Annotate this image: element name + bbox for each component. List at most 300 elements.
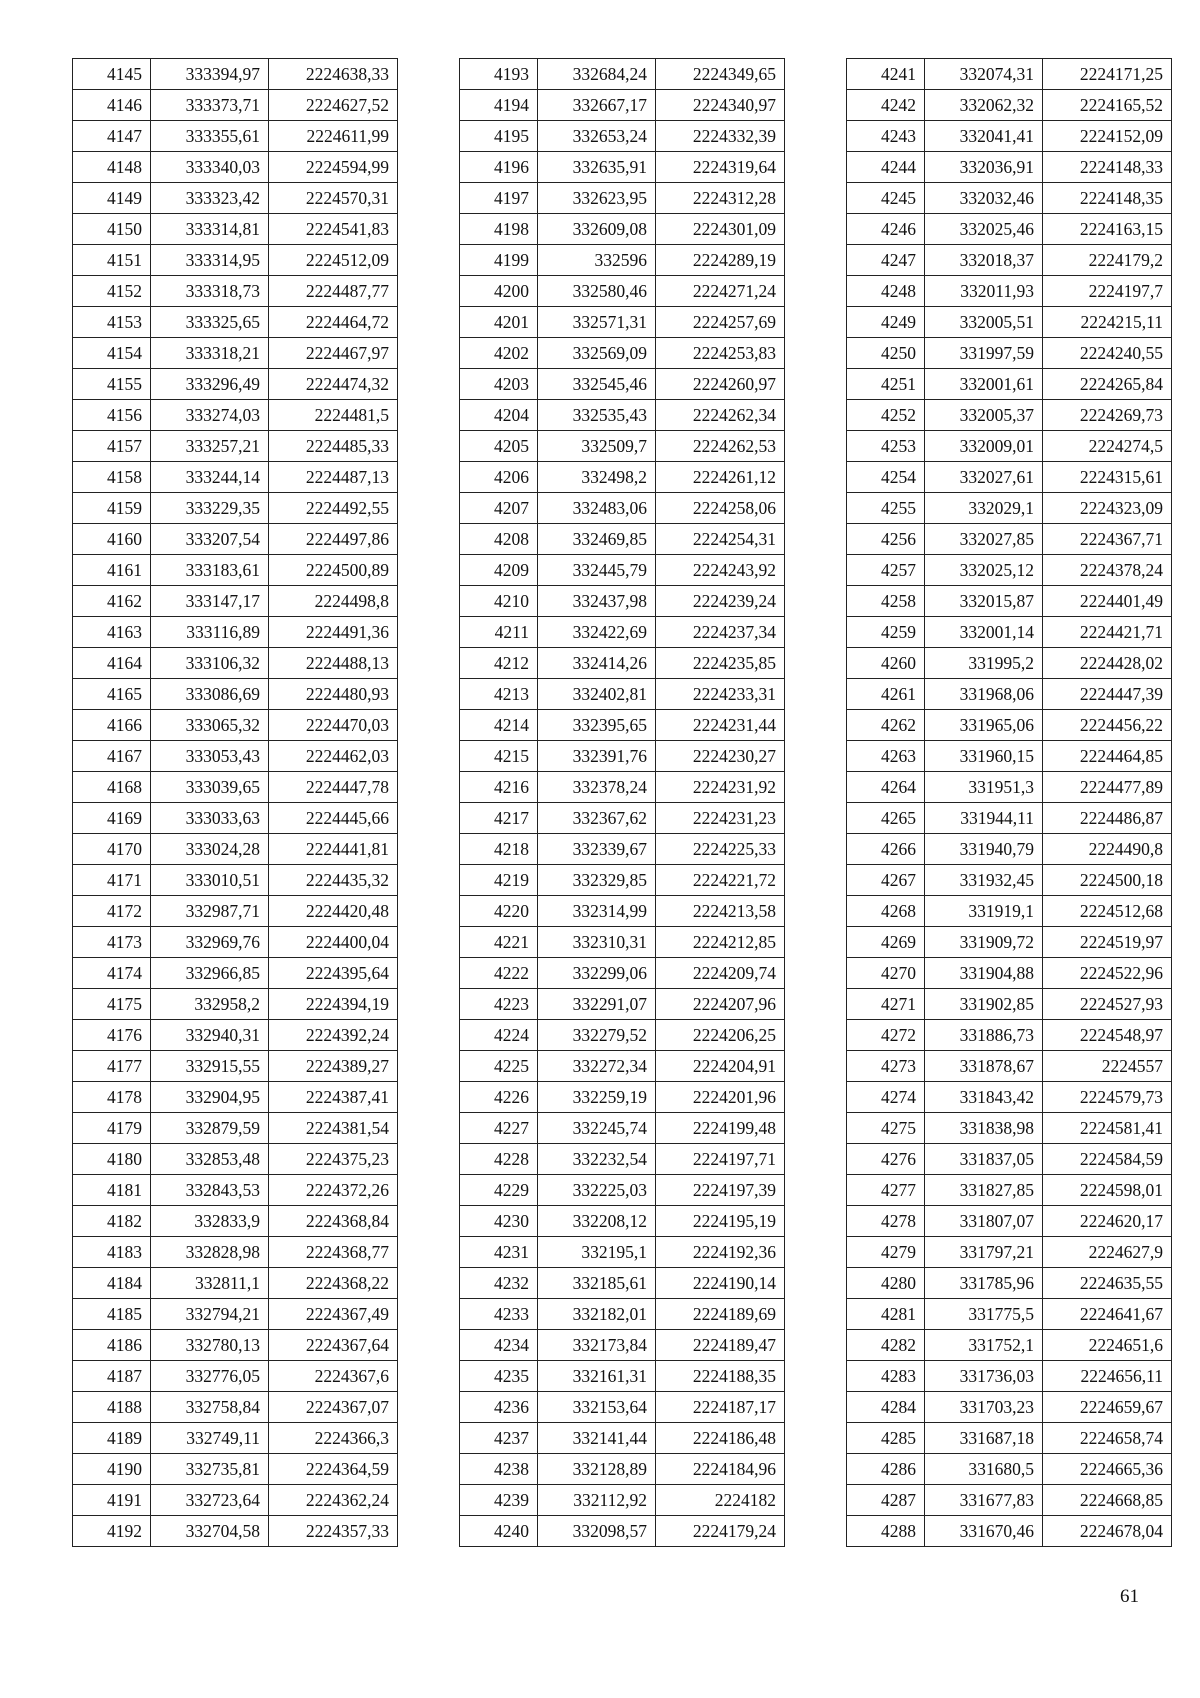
- point-number-cell: 4285: [847, 1423, 925, 1454]
- x-coordinate-cell: 331919,1: [925, 896, 1043, 927]
- y-coordinate-cell: 2224188,35: [656, 1361, 785, 1392]
- point-number-cell: 4275: [847, 1113, 925, 1144]
- table-row: [460, 1423, 785, 1454]
- y-coordinate-cell: 2224641,67: [1043, 1299, 1172, 1330]
- x-coordinate-cell: 332245,74: [538, 1113, 656, 1144]
- y-coordinate-cell: 2224261,12: [656, 462, 785, 493]
- point-number-cell: 4255: [847, 493, 925, 524]
- y-coordinate-cell: 2224381,54: [269, 1113, 398, 1144]
- point-number-cell: 4197: [460, 183, 538, 214]
- x-coordinate-cell: 333116,89: [151, 617, 269, 648]
- point-number-cell: 4223: [460, 989, 538, 1020]
- y-coordinate-cell: 2224312,28: [656, 183, 785, 214]
- table-row: [460, 1206, 785, 1237]
- point-number-cell: 4251: [847, 369, 925, 400]
- table-row: [847, 1020, 1172, 1051]
- y-coordinate-cell: 2224197,7: [1043, 276, 1172, 307]
- y-coordinate-cell: 2224445,66: [269, 803, 398, 834]
- table-row: [73, 617, 398, 648]
- x-coordinate-cell: 331940,79: [925, 834, 1043, 865]
- x-coordinate-cell: 331797,21: [925, 1237, 1043, 1268]
- point-number-cell: 4220: [460, 896, 538, 927]
- table-row: [847, 586, 1172, 617]
- table-row: [73, 59, 398, 90]
- table-row: [460, 493, 785, 524]
- table-row: [460, 524, 785, 555]
- x-coordinate-cell: 333039,65: [151, 772, 269, 803]
- point-number-cell: 4204: [460, 400, 538, 431]
- point-number-cell: 4273: [847, 1051, 925, 1082]
- y-coordinate-cell: 2224230,27: [656, 741, 785, 772]
- table-row: [847, 989, 1172, 1020]
- point-number-cell: 4276: [847, 1144, 925, 1175]
- table-row: [847, 1423, 1172, 1454]
- table-row: [73, 1361, 398, 1392]
- point-number-cell: 4247: [847, 245, 925, 276]
- y-coordinate-cell: 2224323,09: [1043, 493, 1172, 524]
- x-coordinate-cell: 332272,34: [538, 1051, 656, 1082]
- point-number-cell: 4216: [460, 772, 538, 803]
- x-coordinate-cell: 332623,95: [538, 183, 656, 214]
- table-row: [847, 679, 1172, 710]
- y-coordinate-cell: 2224394,19: [269, 989, 398, 1020]
- x-coordinate-cell: 332940,31: [151, 1020, 269, 1051]
- y-coordinate-cell: 2224584,59: [1043, 1144, 1172, 1175]
- x-coordinate-cell: 332378,24: [538, 772, 656, 803]
- point-number-cell: 4182: [73, 1206, 151, 1237]
- x-coordinate-cell: 332259,19: [538, 1082, 656, 1113]
- x-coordinate-cell: 332027,85: [925, 524, 1043, 555]
- point-number-cell: 4287: [847, 1485, 925, 1516]
- y-coordinate-cell: 2224231,92: [656, 772, 785, 803]
- table-row: [73, 307, 398, 338]
- point-number-cell: 4213: [460, 679, 538, 710]
- y-coordinate-cell: 2224190,14: [656, 1268, 785, 1299]
- y-coordinate-cell: 2224477,89: [1043, 772, 1172, 803]
- point-number-cell: 4152: [73, 276, 151, 307]
- y-coordinate-cell: 2224435,32: [269, 865, 398, 896]
- table-row: [460, 369, 785, 400]
- point-number-cell: 4270: [847, 958, 925, 989]
- point-number-cell: 4155: [73, 369, 151, 400]
- y-coordinate-cell: 2224486,87: [1043, 803, 1172, 834]
- point-number-cell: 4234: [460, 1330, 538, 1361]
- y-coordinate-cell: 2224231,44: [656, 710, 785, 741]
- x-coordinate-cell: 331680,5: [925, 1454, 1043, 1485]
- y-coordinate-cell: 2224332,39: [656, 121, 785, 152]
- x-coordinate-cell: 331703,23: [925, 1392, 1043, 1423]
- y-coordinate-cell: 2224189,69: [656, 1299, 785, 1330]
- x-coordinate-cell: 332653,24: [538, 121, 656, 152]
- point-number-cell: 4177: [73, 1051, 151, 1082]
- x-coordinate-cell: 331909,72: [925, 927, 1043, 958]
- x-coordinate-cell: 332414,26: [538, 648, 656, 679]
- table-row: [460, 958, 785, 989]
- y-coordinate-cell: 2224367,49: [269, 1299, 398, 1330]
- y-coordinate-cell: 2224467,97: [269, 338, 398, 369]
- x-coordinate-cell: 332018,37: [925, 245, 1043, 276]
- y-coordinate-cell: 2224148,33: [1043, 152, 1172, 183]
- y-coordinate-cell: 2224368,77: [269, 1237, 398, 1268]
- coordinate-table-2: [459, 58, 785, 1547]
- table-row: [847, 1082, 1172, 1113]
- table-row: [460, 1485, 785, 1516]
- x-coordinate-cell: 332208,12: [538, 1206, 656, 1237]
- x-coordinate-cell: 332904,95: [151, 1082, 269, 1113]
- y-coordinate-cell: 2224231,23: [656, 803, 785, 834]
- point-number-cell: 4176: [73, 1020, 151, 1051]
- x-coordinate-cell: 332469,85: [538, 524, 656, 555]
- x-coordinate-cell: 332723,64: [151, 1485, 269, 1516]
- x-coordinate-cell: 333355,61: [151, 121, 269, 152]
- table-row: [460, 803, 785, 834]
- table-row: [460, 1144, 785, 1175]
- table-row: [460, 1237, 785, 1268]
- y-coordinate-cell: 2224367,6: [269, 1361, 398, 1392]
- x-coordinate-cell: 331752,1: [925, 1330, 1043, 1361]
- point-number-cell: 4237: [460, 1423, 538, 1454]
- point-number-cell: 4242: [847, 90, 925, 121]
- table-row: [460, 1454, 785, 1485]
- y-coordinate-cell: 2224527,93: [1043, 989, 1172, 1020]
- table-row: [460, 338, 785, 369]
- point-number-cell: 4222: [460, 958, 538, 989]
- table-row: [460, 989, 785, 1020]
- point-number-cell: 4162: [73, 586, 151, 617]
- table-row: [73, 1175, 398, 1206]
- y-coordinate-cell: 2224570,31: [269, 183, 398, 214]
- table-row: [73, 1020, 398, 1051]
- table-row: [73, 834, 398, 865]
- x-coordinate-cell: 333274,03: [151, 400, 269, 431]
- x-coordinate-cell: 332483,06: [538, 493, 656, 524]
- y-coordinate-cell: 2224240,55: [1043, 338, 1172, 369]
- point-number-cell: 4198: [460, 214, 538, 245]
- y-coordinate-cell: 2224487,13: [269, 462, 398, 493]
- y-coordinate-cell: 2224271,24: [656, 276, 785, 307]
- point-number-cell: 4225: [460, 1051, 538, 1082]
- table-row: [460, 617, 785, 648]
- x-coordinate-cell: 332062,32: [925, 90, 1043, 121]
- y-coordinate-cell: 2224497,86: [269, 524, 398, 555]
- y-coordinate-cell: 2224400,04: [269, 927, 398, 958]
- table-row: [73, 586, 398, 617]
- x-coordinate-cell: 331677,83: [925, 1485, 1043, 1516]
- y-coordinate-cell: 2224367,71: [1043, 524, 1172, 555]
- x-coordinate-cell: 332025,46: [925, 214, 1043, 245]
- point-number-cell: 4219: [460, 865, 538, 896]
- point-number-cell: 4187: [73, 1361, 151, 1392]
- table-row: [460, 152, 785, 183]
- table-row: [847, 1175, 1172, 1206]
- table-row: [73, 400, 398, 431]
- x-coordinate-cell: 332395,65: [538, 710, 656, 741]
- y-coordinate-cell: 2224456,22: [1043, 710, 1172, 741]
- table-row: [847, 1299, 1172, 1330]
- x-coordinate-cell: 332966,85: [151, 958, 269, 989]
- x-coordinate-cell: 332279,52: [538, 1020, 656, 1051]
- y-coordinate-cell: 2224557: [1043, 1051, 1172, 1082]
- table-row: [460, 245, 785, 276]
- point-number-cell: 4192: [73, 1516, 151, 1547]
- table-row: [460, 555, 785, 586]
- point-number-cell: 4174: [73, 958, 151, 989]
- x-coordinate-cell: 331687,18: [925, 1423, 1043, 1454]
- point-number-cell: 4245: [847, 183, 925, 214]
- table-row: [73, 927, 398, 958]
- point-number-cell: 4281: [847, 1299, 925, 1330]
- x-coordinate-cell: 333244,14: [151, 462, 269, 493]
- y-coordinate-cell: 2224233,31: [656, 679, 785, 710]
- table-row: [73, 1423, 398, 1454]
- table-row: [847, 307, 1172, 338]
- y-coordinate-cell: 2224212,85: [656, 927, 785, 958]
- y-coordinate-cell: 2224340,97: [656, 90, 785, 121]
- point-number-cell: 4221: [460, 927, 538, 958]
- point-number-cell: 4240: [460, 1516, 538, 1547]
- y-coordinate-cell: 2224262,34: [656, 400, 785, 431]
- x-coordinate-cell: 332879,59: [151, 1113, 269, 1144]
- x-coordinate-cell: 332569,09: [538, 338, 656, 369]
- y-coordinate-cell: 2224611,99: [269, 121, 398, 152]
- table-row: [73, 369, 398, 400]
- point-number-cell: 4239: [460, 1485, 538, 1516]
- point-number-cell: 4158: [73, 462, 151, 493]
- point-number-cell: 4212: [460, 648, 538, 679]
- y-coordinate-cell: 2224635,55: [1043, 1268, 1172, 1299]
- point-number-cell: 4217: [460, 803, 538, 834]
- x-coordinate-cell: 332422,69: [538, 617, 656, 648]
- x-coordinate-cell: 331785,96: [925, 1268, 1043, 1299]
- y-coordinate-cell: 2224253,83: [656, 338, 785, 369]
- y-coordinate-cell: 2224638,33: [269, 59, 398, 90]
- table-row: [73, 1051, 398, 1082]
- y-coordinate-cell: 2224367,64: [269, 1330, 398, 1361]
- x-coordinate-cell: 333373,71: [151, 90, 269, 121]
- point-number-cell: 4236: [460, 1392, 538, 1423]
- y-coordinate-cell: 2224579,73: [1043, 1082, 1172, 1113]
- table-row: [847, 276, 1172, 307]
- table-row: [460, 896, 785, 927]
- point-number-cell: 4202: [460, 338, 538, 369]
- x-coordinate-cell: 332498,2: [538, 462, 656, 493]
- x-coordinate-cell: 332339,67: [538, 834, 656, 865]
- x-coordinate-cell: 332314,99: [538, 896, 656, 927]
- table-row: [73, 1392, 398, 1423]
- table-row: [460, 1330, 785, 1361]
- point-number-cell: 4286: [847, 1454, 925, 1485]
- table-row: [460, 1113, 785, 1144]
- y-coordinate-cell: 2224470,03: [269, 710, 398, 741]
- x-coordinate-cell: 332833,9: [151, 1206, 269, 1237]
- point-number-cell: 4229: [460, 1175, 538, 1206]
- y-coordinate-cell: 2224378,24: [1043, 555, 1172, 586]
- table-row: [73, 152, 398, 183]
- point-number-cell: 4163: [73, 617, 151, 648]
- table-row: [460, 121, 785, 152]
- y-coordinate-cell: 2224195,19: [656, 1206, 785, 1237]
- table-row: [460, 1175, 785, 1206]
- point-number-cell: 4203: [460, 369, 538, 400]
- table-row: [460, 710, 785, 741]
- x-coordinate-cell: 332232,54: [538, 1144, 656, 1175]
- table-row: [847, 90, 1172, 121]
- point-number-cell: 4218: [460, 834, 538, 865]
- point-number-cell: 4205: [460, 431, 538, 462]
- page-number: 61: [1120, 1586, 1139, 1607]
- point-number-cell: 4207: [460, 493, 538, 524]
- table-row: [460, 400, 785, 431]
- y-coordinate-cell: 2224148,35: [1043, 183, 1172, 214]
- table-row: [73, 865, 398, 896]
- table-row: [847, 524, 1172, 555]
- point-number-cell: 4170: [73, 834, 151, 865]
- table-row: [847, 183, 1172, 214]
- table-row: [460, 927, 785, 958]
- table-row: [847, 1454, 1172, 1485]
- x-coordinate-cell: 333325,65: [151, 307, 269, 338]
- x-coordinate-cell: 332828,98: [151, 1237, 269, 1268]
- x-coordinate-cell: 332112,92: [538, 1485, 656, 1516]
- point-number-cell: 4206: [460, 462, 538, 493]
- point-number-cell: 4145: [73, 59, 151, 90]
- point-number-cell: 4253: [847, 431, 925, 462]
- x-coordinate-cell: 333053,43: [151, 741, 269, 772]
- y-coordinate-cell: 2224481,5: [269, 400, 398, 431]
- table-row: [73, 1299, 398, 1330]
- y-coordinate-cell: 2224462,03: [269, 741, 398, 772]
- table-row: [73, 493, 398, 524]
- y-coordinate-cell: 2224257,69: [656, 307, 785, 338]
- point-number-cell: 4265: [847, 803, 925, 834]
- x-coordinate-cell: 331951,3: [925, 772, 1043, 803]
- x-coordinate-cell: 332843,53: [151, 1175, 269, 1206]
- y-coordinate-cell: 2224541,83: [269, 214, 398, 245]
- y-coordinate-cell: 2224464,85: [1043, 741, 1172, 772]
- table-row: [460, 1392, 785, 1423]
- table-row: [847, 1144, 1172, 1175]
- table-row: [847, 245, 1172, 276]
- point-number-cell: 4161: [73, 555, 151, 586]
- x-coordinate-cell: 332811,1: [151, 1268, 269, 1299]
- x-coordinate-cell: 332704,58: [151, 1516, 269, 1547]
- point-number-cell: 4153: [73, 307, 151, 338]
- x-coordinate-cell: 331997,59: [925, 338, 1043, 369]
- table-row: [73, 214, 398, 245]
- x-coordinate-cell: 332367,62: [538, 803, 656, 834]
- y-coordinate-cell: 2224152,09: [1043, 121, 1172, 152]
- table-row: [847, 803, 1172, 834]
- y-coordinate-cell: 2224201,96: [656, 1082, 785, 1113]
- table-row: [73, 245, 398, 276]
- x-coordinate-cell: 333183,61: [151, 555, 269, 586]
- y-coordinate-cell: 2224262,53: [656, 431, 785, 462]
- point-number-cell: 4188: [73, 1392, 151, 1423]
- table-row: [847, 772, 1172, 803]
- point-number-cell: 4230: [460, 1206, 538, 1237]
- x-coordinate-cell: 331878,67: [925, 1051, 1043, 1082]
- point-number-cell: 4193: [460, 59, 538, 90]
- x-coordinate-cell: 332776,05: [151, 1361, 269, 1392]
- y-coordinate-cell: 2224258,06: [656, 493, 785, 524]
- x-coordinate-cell: 331837,05: [925, 1144, 1043, 1175]
- point-number-cell: 4201: [460, 307, 538, 338]
- x-coordinate-cell: 332310,31: [538, 927, 656, 958]
- point-number-cell: 4214: [460, 710, 538, 741]
- x-coordinate-cell: 331904,88: [925, 958, 1043, 989]
- table-row: [847, 958, 1172, 989]
- y-coordinate-cell: 2224364,59: [269, 1454, 398, 1485]
- x-coordinate-cell: 332161,31: [538, 1361, 656, 1392]
- x-coordinate-cell: 332141,44: [538, 1423, 656, 1454]
- y-coordinate-cell: 2224620,17: [1043, 1206, 1172, 1237]
- table-row: [73, 679, 398, 710]
- point-number-cell: 4167: [73, 741, 151, 772]
- y-coordinate-cell: 2224319,64: [656, 152, 785, 183]
- point-number-cell: 4280: [847, 1268, 925, 1299]
- y-coordinate-cell: 2224464,72: [269, 307, 398, 338]
- point-number-cell: 4241: [847, 59, 925, 90]
- point-number-cell: 4232: [460, 1268, 538, 1299]
- point-number-cell: 4196: [460, 152, 538, 183]
- y-coordinate-cell: 2224421,71: [1043, 617, 1172, 648]
- point-number-cell: 4209: [460, 555, 538, 586]
- point-number-cell: 4235: [460, 1361, 538, 1392]
- y-coordinate-cell: 2224488,13: [269, 648, 398, 679]
- point-number-cell: 4211: [460, 617, 538, 648]
- point-number-cell: 4186: [73, 1330, 151, 1361]
- table-row: [460, 1299, 785, 1330]
- table-row: [460, 1268, 785, 1299]
- point-number-cell: 4258: [847, 586, 925, 617]
- point-number-cell: 4180: [73, 1144, 151, 1175]
- point-number-cell: 4184: [73, 1268, 151, 1299]
- y-coordinate-cell: 2224215,11: [1043, 307, 1172, 338]
- x-coordinate-cell: 332684,24: [538, 59, 656, 90]
- y-coordinate-cell: 2224375,23: [269, 1144, 398, 1175]
- y-coordinate-cell: 2224368,22: [269, 1268, 398, 1299]
- point-number-cell: 4151: [73, 245, 151, 276]
- point-number-cell: 4185: [73, 1299, 151, 1330]
- y-coordinate-cell: 2224366,3: [269, 1423, 398, 1454]
- y-coordinate-cell: 2224349,65: [656, 59, 785, 90]
- table-row: [73, 1206, 398, 1237]
- x-coordinate-cell: 333318,21: [151, 338, 269, 369]
- x-coordinate-cell: 332545,46: [538, 369, 656, 400]
- point-number-cell: 4283: [847, 1361, 925, 1392]
- x-coordinate-cell: 332987,71: [151, 896, 269, 927]
- point-number-cell: 4284: [847, 1392, 925, 1423]
- point-number-cell: 4166: [73, 710, 151, 741]
- table-row: [460, 1361, 785, 1392]
- y-coordinate-cell: 2224235,85: [656, 648, 785, 679]
- table-row: [73, 1454, 398, 1485]
- y-coordinate-cell: 2224204,91: [656, 1051, 785, 1082]
- x-coordinate-cell: 332596: [538, 245, 656, 276]
- point-number-cell: 4227: [460, 1113, 538, 1144]
- y-coordinate-cell: 2224367,07: [269, 1392, 398, 1423]
- point-number-cell: 4195: [460, 121, 538, 152]
- table-row: [847, 1206, 1172, 1237]
- table-row: [73, 276, 398, 307]
- table-row: [73, 1516, 398, 1547]
- x-coordinate-cell: 332182,01: [538, 1299, 656, 1330]
- point-number-cell: 4268: [847, 896, 925, 927]
- point-number-cell: 4165: [73, 679, 151, 710]
- point-number-cell: 4228: [460, 1144, 538, 1175]
- table-row: [460, 1516, 785, 1547]
- y-coordinate-cell: 2224627,52: [269, 90, 398, 121]
